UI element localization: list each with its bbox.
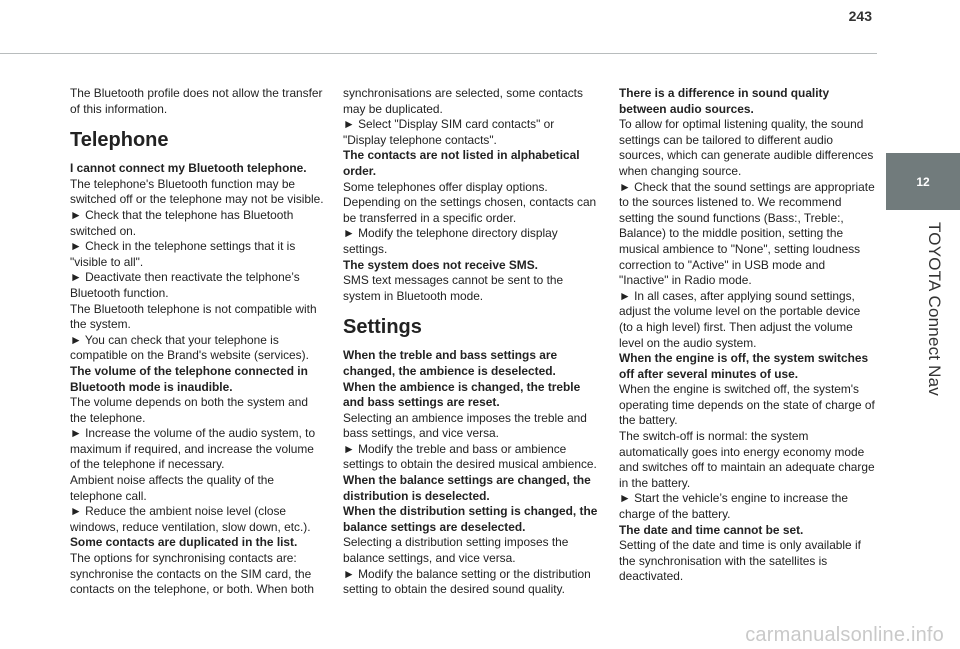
chapter-title: TOYOTA Connect Nav [925, 222, 944, 396]
question: The system does not receive SMS. [343, 257, 538, 272]
paragraph: Some telephones offer display options. Depending on the settings chosen, contacts can be transferred in a specific order. [343, 179, 597, 225]
paragraph: The telephone's Bluetooth function may be switched off or the telephone may not be visible. [70, 176, 324, 207]
question: When the engine is off, the system switches off after several minutes of use. [619, 351, 869, 381]
question: The date and time cannot be set. [619, 522, 804, 537]
instruction: ► Select "Display SIM card contacts" or "Display telephone contacts". [343, 117, 555, 147]
paragraph: When the engine is switched off, the system's operating time depends on the state of charge of the battery. [619, 382, 875, 428]
question: When the treble and bass settings are changed, the ambience is deselected. [343, 348, 558, 378]
paragraph: Selecting a distribution setting imposes the balance settings, and vice versa. [343, 535, 569, 566]
instruction: ► Check that the sound settings are appropriate to the sources listened to. We recommend setting the sound functions (Bass:, Treble:, Balance) to the middle position, setting the musical ambience to "None", setting loudness correction to "Active" in USB mode and "Inactive" in Radio mode. [619, 179, 875, 288]
paragraph: The options for synchronising contacts are: synchronise the contacts on the SIM card, the contacts on the telephone, or both. When both [70, 551, 314, 597]
question: When the ambience is changed, the treble and bass settings are reset. [343, 379, 581, 410]
instruction: ► Reduce the ambient noise level (close windows, reduce ventilation, slow down, etc.). [70, 504, 311, 534]
instruction: ► Modify the balance setting or the distribution setting to obtain the desired sound quality. [343, 566, 591, 597]
chapter-number-badge: 12 [886, 153, 960, 210]
paragraph: synchronisations are selected, some contacts may be duplicated. [343, 86, 583, 116]
question: There is a difference in sound quality between audio sources. [619, 86, 830, 116]
instruction: ► Modify the telephone directory display settings. [343, 226, 558, 256]
paragraph: Setting of the date and time is only available if the synchronisation with the satellites is deactivated. [619, 538, 861, 584]
question: When the balance settings are changed, the distribution is deselected. [343, 473, 591, 503]
paragraph: The switch-off is normal: the system automatically goes into energy economy mode and switches off to maintain an adequate charge in the battery. [619, 429, 875, 490]
text-column-1 [70, 86, 326, 598]
watermark-text: carmanualsonline.info [745, 624, 944, 646]
paragraph: Ambient noise affects the quality of the telephone call. [70, 473, 275, 503]
question: Some contacts are duplicated in the list. [70, 535, 298, 550]
instruction: ► In all cases, after applying sound settings, adjust the volume level on the portable device (to a high level) first. Then adjust the volume level on the audio system. [619, 288, 861, 350]
instruction: ► Check in the telephone settings that it is "visible to all". [70, 239, 296, 269]
paragraph: Selecting an ambience imposes the treble and bass settings, and vice versa. [343, 410, 587, 441]
instruction: ► Check that the telephone has Bluetooth switched on. [70, 207, 294, 238]
paragraph: The Bluetooth telephone is not compatible with the system. [70, 301, 317, 332]
instruction: ► You can check that your telephone is compatible on the Brand's website (services). [70, 332, 309, 363]
text-column-3 [619, 86, 875, 585]
paragraph: The volume depends on both the system and the telephone. [70, 395, 308, 425]
question: When the distribution setting is changed, the balance settings are deselected. [343, 504, 598, 534]
page-number: 243 [848, 8, 872, 24]
question: The volume of the telephone connected in Bluetooth mode is inaudible. [70, 363, 308, 394]
instruction: ► Increase the volume of the audio system, to maximum if required, and increase the volume of the telephone if necessary. [70, 426, 316, 472]
instruction: ► Modify the treble and bass or ambience settings to obtain the desired musical ambience. [343, 441, 597, 472]
paragraph: SMS text messages cannot be sent to the system in Bluetooth mode. [343, 273, 564, 303]
instruction: ► Deactivate then reactivate the telphone’s Bluetooth function. [70, 270, 300, 300]
paragraph: The Bluetooth profile does not allow the transfer of this information. [70, 86, 323, 116]
paragraph: To allow for optimal listening quality, the sound settings can be tailored to different audio sources, which can generate audible differences when changing source. [619, 117, 874, 178]
section-heading-settings: Settings [343, 316, 422, 339]
chapter-side-tab [886, 0, 960, 649]
instruction: ► Start the vehicle’s engine to increase the charge of the battery. [619, 491, 849, 522]
text-column-2 [343, 86, 599, 598]
header-divider [0, 53, 877, 54]
question: The contacts are not listed in alphabetical order. [343, 148, 580, 178]
question: I cannot connect my Bluetooth telephone. [70, 161, 307, 176]
section-heading-telephone: Telephone [70, 129, 169, 152]
